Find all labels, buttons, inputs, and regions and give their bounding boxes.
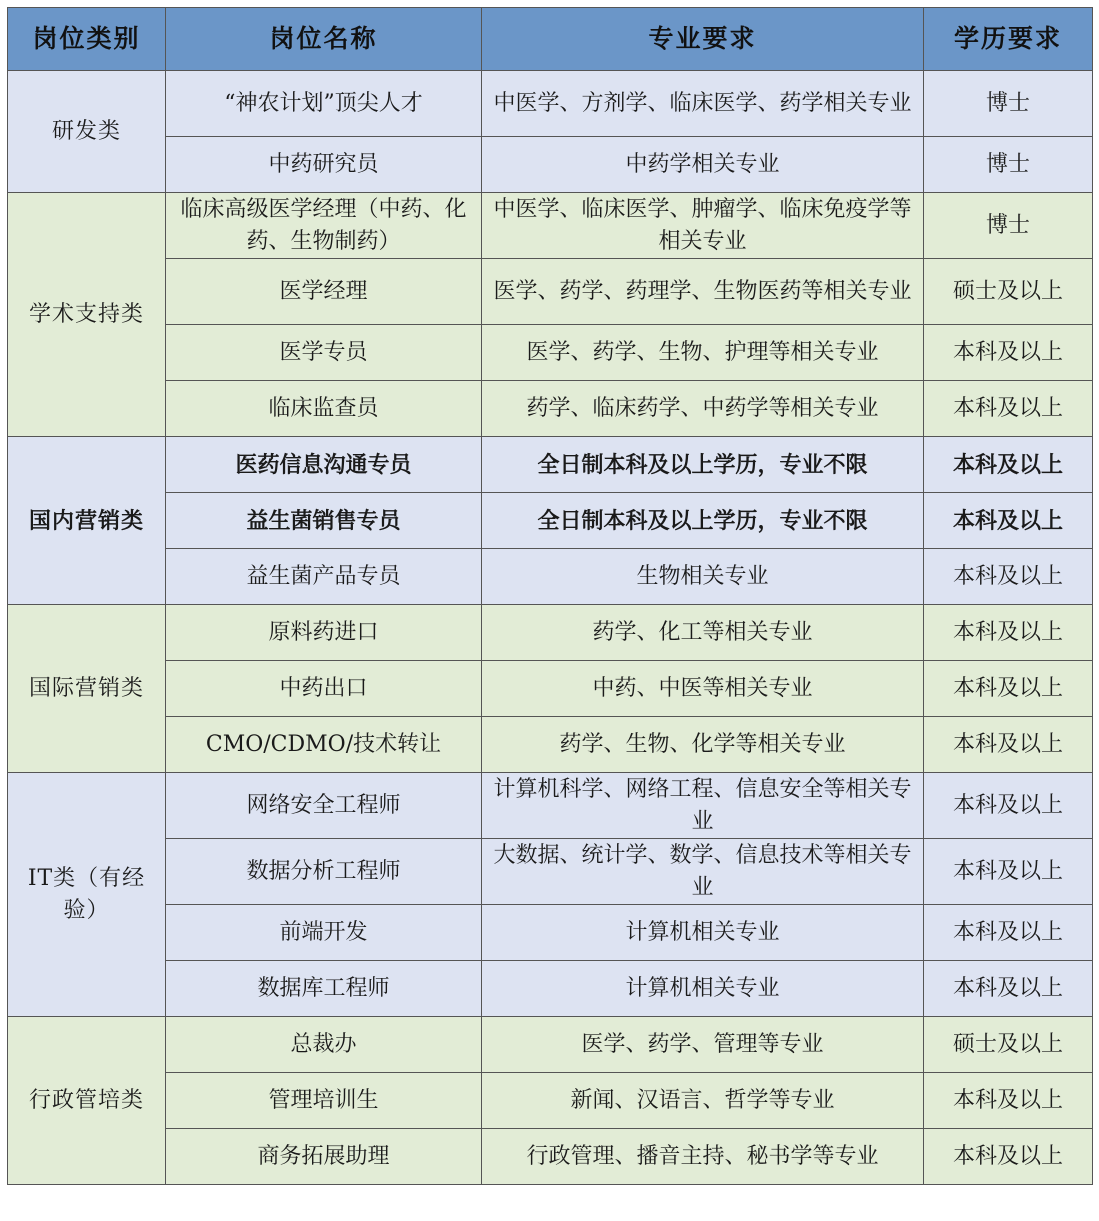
position-cell: 医学专员 — [166, 325, 482, 381]
position-cell: 数据库工程师 — [166, 961, 482, 1017]
job-requirements-table — [7, 7, 1093, 1185]
table-row — [8, 717, 1093, 773]
major-cell: 药学、临床药学、中药学等相关专业 — [482, 381, 924, 437]
table-row — [8, 381, 1093, 437]
table-row — [8, 437, 1093, 493]
table-row — [8, 839, 1093, 905]
table-row — [8, 71, 1093, 137]
table-row — [8, 1129, 1093, 1185]
header-major: 专业要求 — [482, 8, 924, 71]
major-cell: 计算机科学、网络工程、信息安全等相关专业 — [482, 773, 924, 839]
major-cell: 中医学、临床医学、肿瘤学、临床免疫学等相关专业 — [482, 193, 924, 259]
position-cell: 医药信息沟通专员 — [166, 437, 482, 493]
position-cell: 原料药进口 — [166, 605, 482, 661]
table-row — [8, 1017, 1093, 1073]
table-row — [8, 1073, 1093, 1129]
major-cell: 全日制本科及以上学历，专业不限 — [482, 493, 924, 549]
education-cell: 博士 — [924, 193, 1093, 259]
major-cell: 医学、药学、管理等专业 — [482, 1017, 924, 1073]
table-row — [8, 549, 1093, 605]
header-position: 岗位名称 — [166, 8, 482, 71]
major-cell: 医学、药学、药理学、生物医药等相关专业 — [482, 259, 924, 325]
table-row — [8, 961, 1093, 1017]
major-cell: 医学、药学、生物、护理等相关专业 — [482, 325, 924, 381]
education-cell: 本科及以上 — [924, 961, 1093, 1017]
position-cell: “神农计划”顶尖人才 — [166, 71, 482, 137]
major-cell: 药学、化工等相关专业 — [482, 605, 924, 661]
position-cell: CMO/CDMO/技术转让 — [166, 717, 482, 773]
education-cell: 本科及以上 — [924, 661, 1093, 717]
major-cell: 药学、生物、化学等相关专业 — [482, 717, 924, 773]
category-cell: 行政管培类 — [8, 1017, 166, 1185]
major-cell: 计算机相关专业 — [482, 961, 924, 1017]
education-cell: 本科及以上 — [924, 381, 1093, 437]
table-row — [8, 905, 1093, 961]
education-cell: 硕士及以上 — [924, 259, 1093, 325]
table-row — [8, 773, 1093, 839]
major-cell: 中药、中医等相关专业 — [482, 661, 924, 717]
education-cell: 本科及以上 — [924, 325, 1093, 381]
education-cell: 本科及以上 — [924, 839, 1093, 905]
table-header-row — [8, 8, 1093, 71]
education-cell: 本科及以上 — [924, 549, 1093, 605]
position-cell: 中药出口 — [166, 661, 482, 717]
major-cell: 生物相关专业 — [482, 549, 924, 605]
major-cell: 计算机相关专业 — [482, 905, 924, 961]
category-cell: 国际营销类 — [8, 605, 166, 773]
major-cell: 中药学相关专业 — [482, 137, 924, 193]
education-cell: 本科及以上 — [924, 905, 1093, 961]
table-row — [8, 259, 1093, 325]
category-cell: 研发类 — [8, 71, 166, 193]
position-cell: 前端开发 — [166, 905, 482, 961]
position-cell: 临床监查员 — [166, 381, 482, 437]
major-cell: 大数据、统计学、数学、信息技术等相关专业 — [482, 839, 924, 905]
table-row — [8, 661, 1093, 717]
position-cell: 益生菌销售专员 — [166, 493, 482, 549]
education-cell: 本科及以上 — [924, 493, 1093, 549]
major-cell: 新闻、汉语言、哲学等专业 — [482, 1073, 924, 1129]
education-cell: 本科及以上 — [924, 773, 1093, 839]
position-cell: 益生菌产品专员 — [166, 549, 482, 605]
education-cell: 本科及以上 — [924, 1073, 1093, 1129]
table-row — [8, 605, 1093, 661]
position-cell: 总裁办 — [166, 1017, 482, 1073]
position-cell: 中药研究员 — [166, 137, 482, 193]
header-education: 学历要求 — [924, 8, 1093, 71]
position-cell: 医学经理 — [166, 259, 482, 325]
education-cell: 本科及以上 — [924, 605, 1093, 661]
category-cell: 学术支持类 — [8, 193, 166, 437]
education-cell: 博士 — [924, 137, 1093, 193]
education-cell: 博士 — [924, 71, 1093, 137]
position-cell: 数据分析工程师 — [166, 839, 482, 905]
education-cell: 硕士及以上 — [924, 1017, 1093, 1073]
table-row — [8, 137, 1093, 193]
education-cell: 本科及以上 — [924, 1129, 1093, 1185]
position-cell: 临床高级医学经理（中药、化药、生物制药） — [166, 193, 482, 259]
table-row — [8, 493, 1093, 549]
header-category: 岗位类别 — [8, 8, 166, 71]
education-cell: 本科及以上 — [924, 717, 1093, 773]
position-cell: 网络安全工程师 — [166, 773, 482, 839]
education-cell: 本科及以上 — [924, 437, 1093, 493]
major-cell: 全日制本科及以上学历，专业不限 — [482, 437, 924, 493]
major-cell: 中医学、方剂学、临床医学、药学相关专业 — [482, 71, 924, 137]
major-cell: 行政管理、播音主持、秘书学等专业 — [482, 1129, 924, 1185]
category-cell: 国内营销类 — [8, 437, 166, 605]
table-row — [8, 325, 1093, 381]
table-row — [8, 193, 1093, 259]
position-cell: 管理培训生 — [166, 1073, 482, 1129]
position-cell: 商务拓展助理 — [166, 1129, 482, 1185]
category-cell: IT类（有经验） — [8, 773, 166, 1017]
